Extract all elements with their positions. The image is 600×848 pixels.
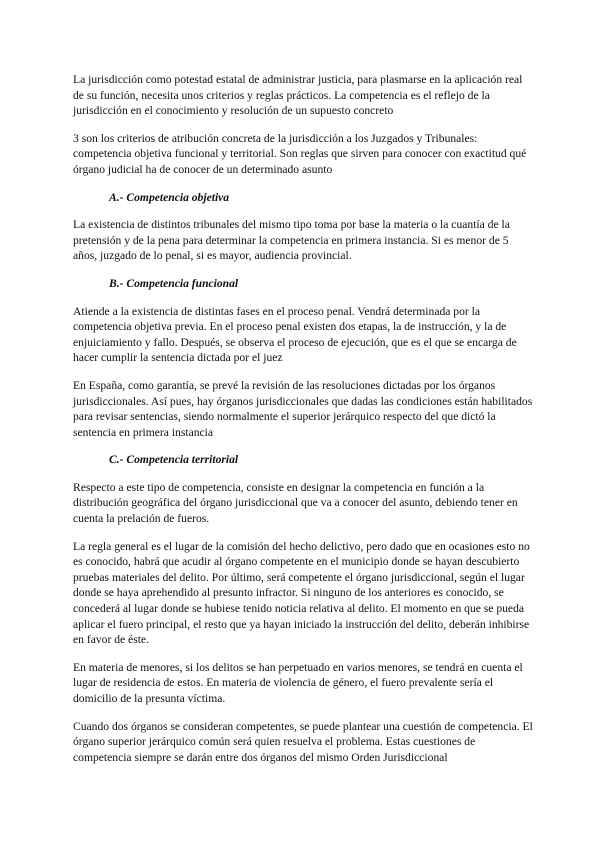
territorial-paragraph-3: En materia de menores, si los delitos se han perpetuado en varios menores, se tendrá en cuenta el lugar de residencia de estos. En materia de violencia de género, el fuero prevalente sería el domicilio de la presunta víctima.: [73, 660, 523, 705]
section-heading-objetiva: A.- Competencia objetiva: [109, 190, 230, 204]
intro-paragraph-2: 3 son los criterios de atribución concreta de la jurisdicción a los Juzgados y Tribunales: competencia objetiva funcional y territorial. Son reglas que sirven para conocer con exactitud qué órgano judicial ha de conocer de un determinado asunto: [73, 131, 527, 176]
objetiva-paragraph-1: La existencia de distintos tribunales del mismo tipo toma por base la materia o la cuantía de la pretensión y de la pena para determinar la competencia en primera instancia. Si es menor de 5 años, juzgado de lo penal, si es mayor, audiencia provincial.: [73, 218, 510, 263]
territorial-paragraph-4: Cuando dos órganos se consideran competentes, se puede plantear una cuestión de competencia. El órgano superior jerárquico común será quien resuelva el problema. Estas cuestiones de competencia siempre se darán entre dos órganos del mismo Orden Jurisdiccional: [73, 719, 533, 764]
document-body: [73, 72, 533, 777]
intro-paragraph-1: La jurisdicción como potestad estatal de administrar justicia, para plasmarse en la aplicación real de su función, necesita unos criterios y reglas prácticos. La competencia es el reflejo de la jurisdicción en el conocimiento y resolución de un supuesto concreto: [73, 73, 523, 118]
territorial-paragraph-1: Respecto a este tipo de competencia, consiste en designar la competencia en función a la distribución geográfica del órgano jurisdiccional que va a conocer del asunto, debiendo tener en cuenta la prelación de fueros.: [73, 480, 518, 526]
territorial-paragraph-2: La regla general es el lugar de la comisión del hecho delictivo, pero dado que en ocasiones esto no es conocido, habrá que acudir al órgano competente en el municipio donde se hayan descubierto pruebas materiales del delito. Por último, será competente el órgano jurisdiccional, según el lugar donde se haya aprehendido al presunto infractor. Si ninguno de los anteriores es conocido, se concederá al lugar donde se hubiese tenido noticia relativa al delito. El momento en que se pueda aplicar el fuero principal, el resto que ya hayan iniciado la instrucción del delito, deberán inhibirse en favor de éste.: [73, 539, 530, 647]
funcional-paragraph-1: Atiende a la existencia de distintas fases en el proceso penal. Vendrá determinada por la competencia objetiva previa. En el proceso penal existen dos etapas, la de instrucción, y la de enjuiciamiento y fallo. Después, se observa el proceso de ejecución, que es el que se encarga de hacer cumplir la sentencia dictada por el juez: [73, 304, 517, 365]
section-heading-territorial: C.- Competencia territorial: [109, 453, 239, 467]
funcional-paragraph-2: En España, como garantía, se prevé la revisión de las resoluciones dictadas por los órganos jurisdiccionales. Así pues, hay órganos jurisdiccionales que dadas las condiciones están habilitados para revisar sentencias, siendo normalmente el superior jerárquico respecto del que dictó la sentencia en primera instancia: [73, 378, 533, 439]
section-heading-funcional: B.- Competencia funcional: [109, 276, 239, 290]
